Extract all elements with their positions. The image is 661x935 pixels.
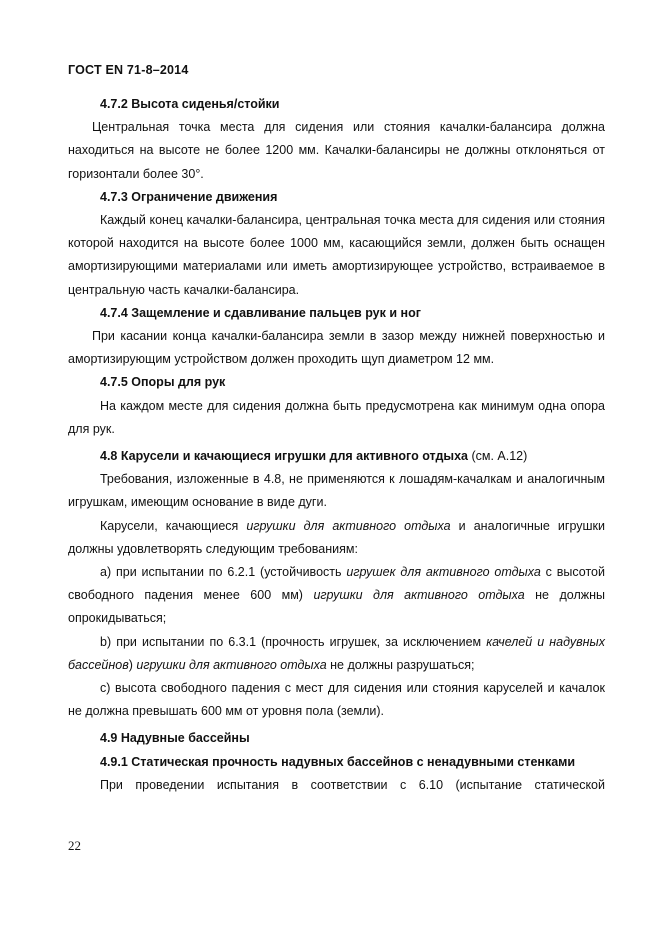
paragraph: При касании конца качалки-балансира земли в зазор между нижней поверхностью и амортизирующим устройством должен проходить щуп диаметром 12 мм. [68,329,605,367]
section-heading-4-7-3: 4.7.3 Ограничение движения [100,189,278,204]
list-item-a: a) при испытании по 6.2.1 (устойчивость игрушек для активного отдыха с высотой свободного падения менее 600 мм) игрушки для активного отдыха не должны опрокидываться; [68,565,605,626]
paragraph: На каждом месте для сидения должна быть предусмотрена как минимум одна опора для рук. [68,398,605,436]
heading-reference: (см. А.12) [468,449,528,464]
list-item-c: c) высота свободного падения с мест для сидения или стояния каруселей и качалок не должна превышать 600 мм от уровня пола (земли). [68,681,605,719]
page-number: 22 [68,838,81,853]
paragraph: Каждый конец качалки-балансира, центральная точка места для сидения или стояния которой находится на высоте более 1000 мм, касающийся земли, должен быть оснащен амортизирующими материалами или иметь амортизирующее устройство, встраиваемое в центральную часть качалки-балансира. [68,213,605,297]
paragraph: Карусели, качающиеся игрушки для активного отдыха и аналогичные игрушки должны удовлетворять следующим требованиям: [68,518,605,556]
section-heading-4-9: 4.9 Надувные бассейны [100,731,250,746]
list-item-b: b) при испытании по 6.3.1 (прочность игрушек, за исключением качелей и надувных бассейнов) игрушки для активного отдыха не должны разрушаться; [68,634,605,672]
section-heading-4-7-5: 4.7.5 Опоры для рук [100,375,226,390]
section-heading-4-7-4: 4.7.4 Защемление и сдавливание пальцев рук и ног [100,305,421,320]
section-heading-4-7-2: 4.7.2 Высота сиденья/стойки [100,97,280,111]
document-header: ГОСТ EN 71-8–2014 [68,63,189,77]
paragraph: Центральная точка места для сидения или стояния качалки-балансира должна находиться на высоте не более 1200 мм. Качалки-балансиры не должны отклоняться от горизонтали более 30°. [68,120,605,181]
section-heading-4-9-1: 4.9.1 Статическая прочность надувных бассейнов с ненадувными стенками [100,754,576,769]
paragraph: При проведении испытания в соответствии с 6.10 (испытание статической [100,777,605,792]
heading-text: 4.8 Карусели и качающиеся игрушки для активного отдыха [100,449,468,464]
paragraph: Требования, изложенные в 4.8, не применяются к лошадям-качалкам и аналогичным игрушкам, имеющим основание в виде дуги. [68,472,605,510]
page-content [68,93,605,797]
section-heading-4-8 [68,445,605,468]
